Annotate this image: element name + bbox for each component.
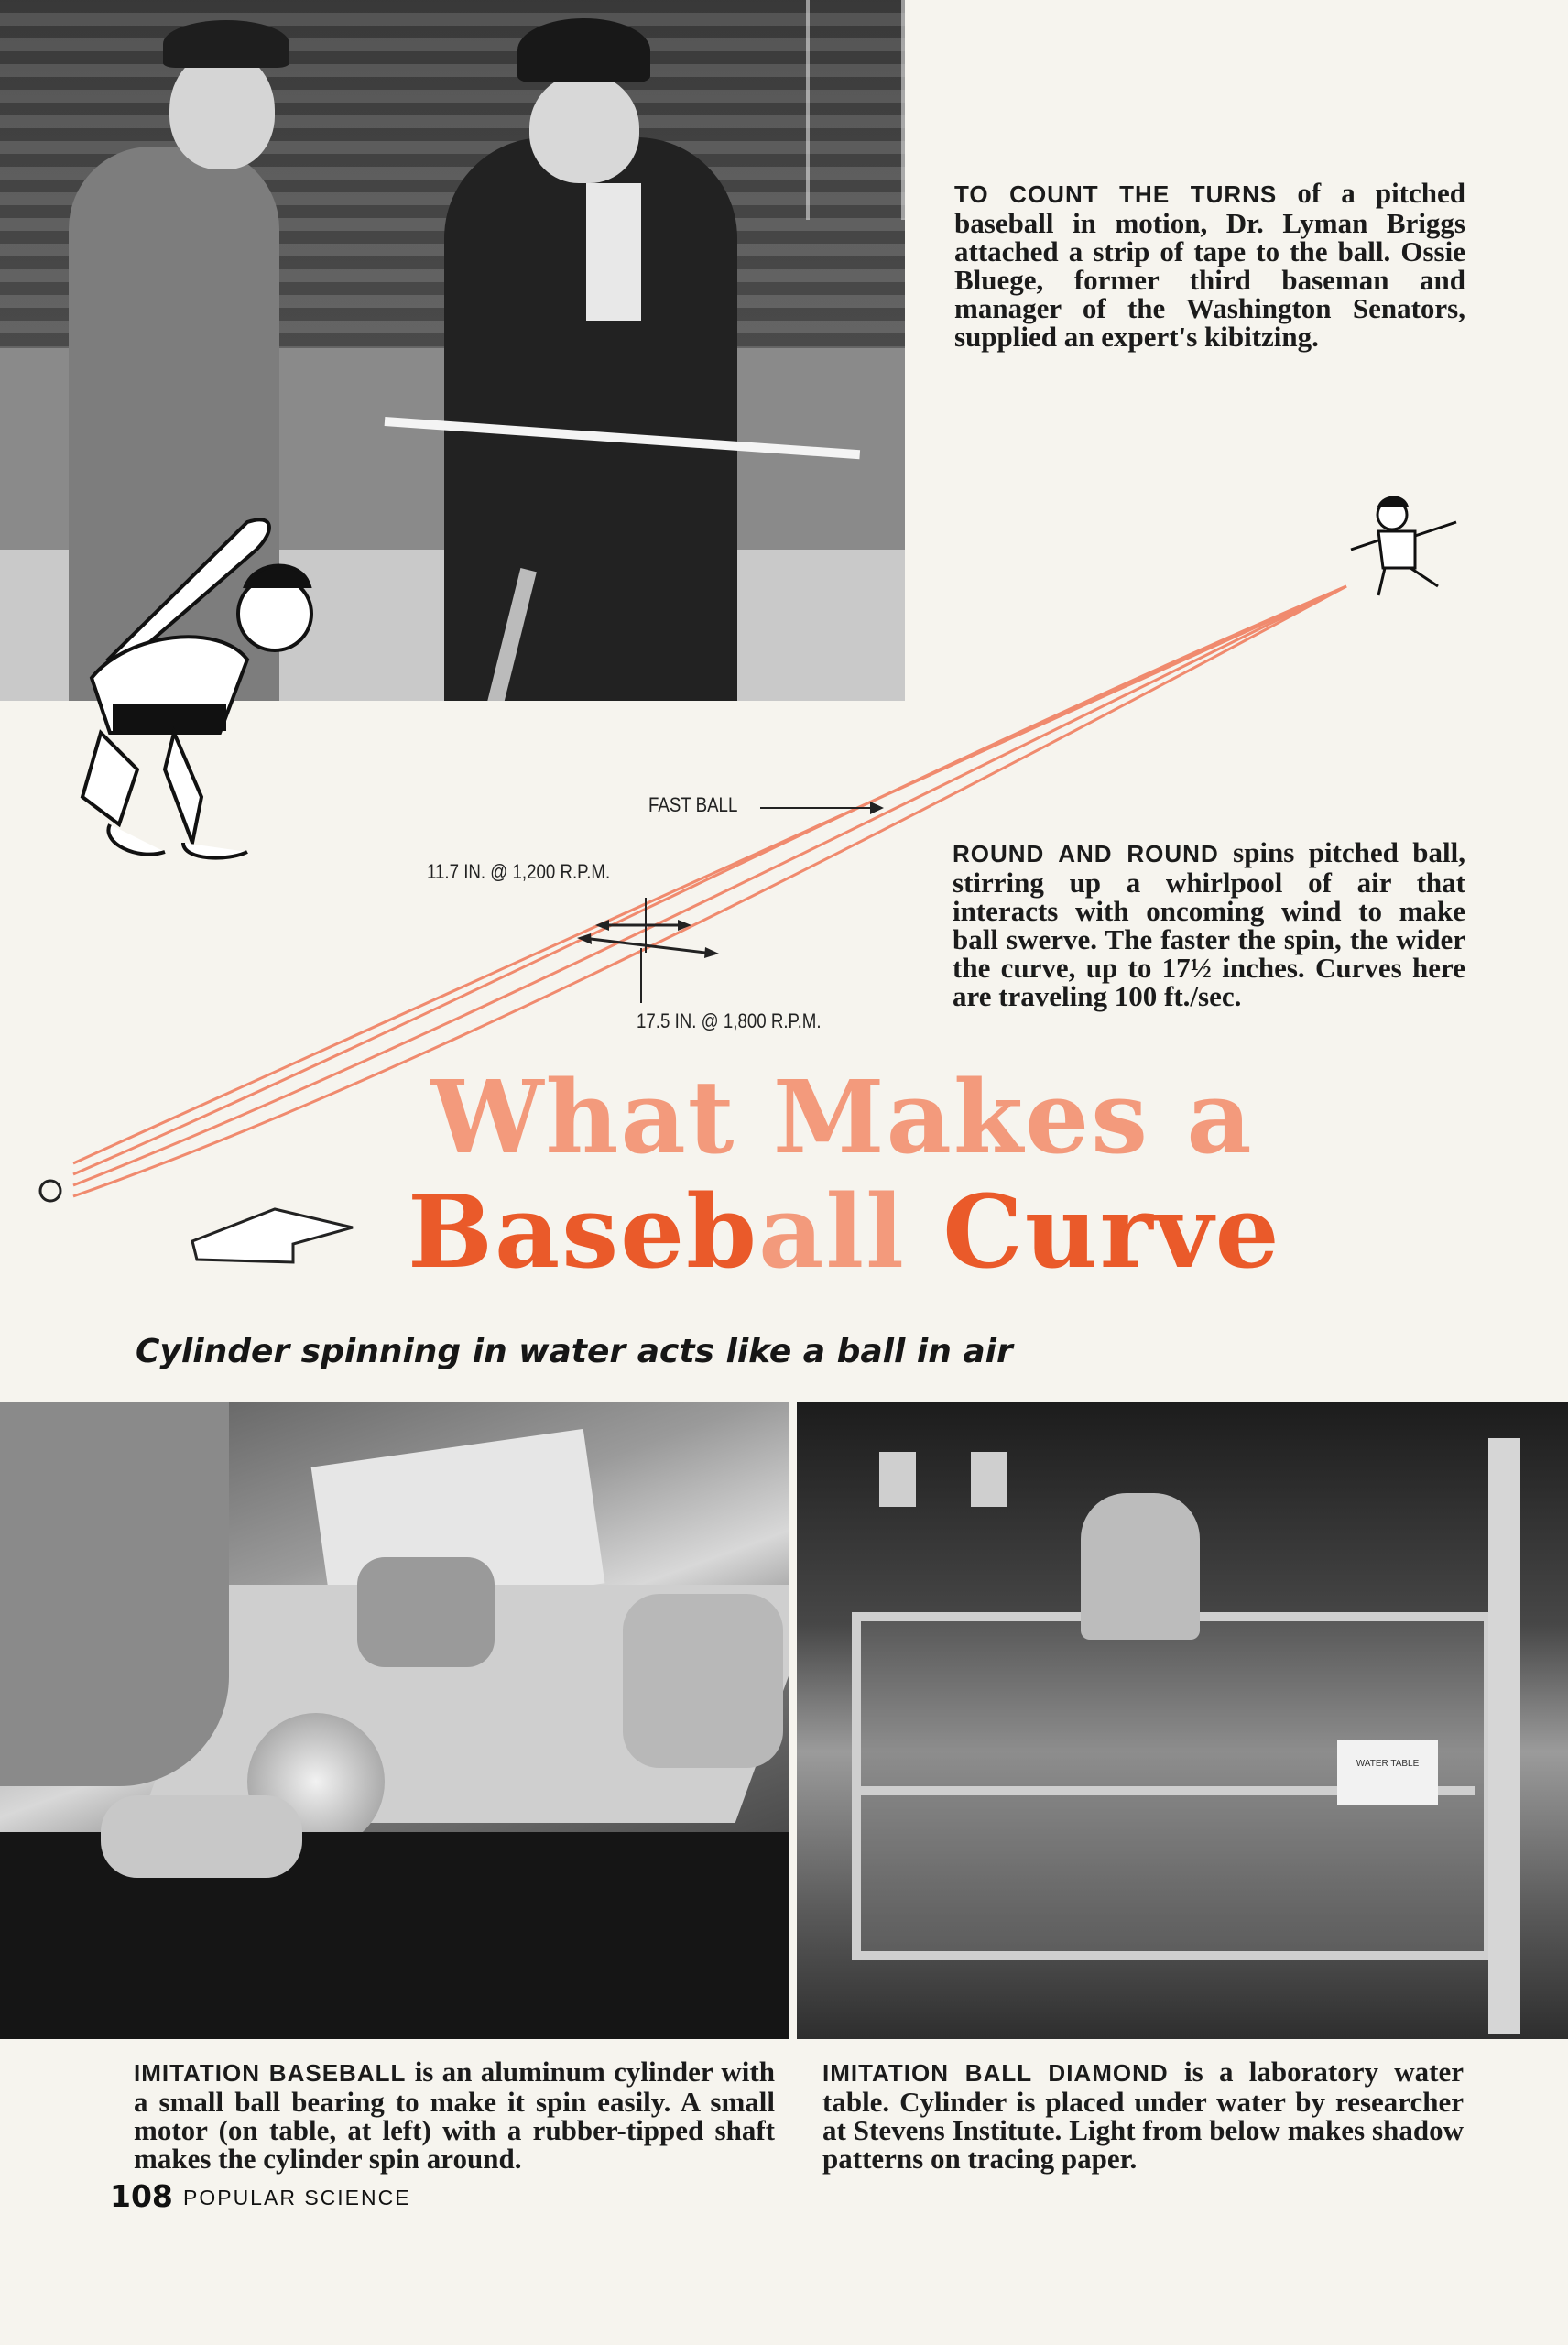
headline-line-1: What Makes a [430, 1058, 1254, 1176]
caption-count-the-turns [954, 179, 1465, 351]
caption-body: of a pitched baseball in motion, Dr. Lyman Briggs attached a strip of tape to the ball. Ossie Bluege, former third baseman and manager of the Washington Senators, supplied an expert's kibitzing. [954, 177, 1466, 353]
headline-word-baseball-start: Baseb [408, 1172, 759, 1291]
caption-round-and-round [953, 838, 1465, 1010]
headline-word-baseball-end: all [758, 1172, 906, 1291]
label-curve-1200rpm: 11.7 IN. @ 1,200 R.P.M. [427, 860, 611, 883]
page-number: 108 [110, 2178, 173, 2214]
headline-line-2 [408, 1172, 1281, 1291]
caption-imitation-ball-diamond [822, 2057, 1464, 2173]
batter-cartoon [82, 519, 311, 857]
caption-body: is an aluminum cylinder with a small ball bearing to make it spin easily. A small motor (on table, at left) with a rubber-tipped shaft makes the cylinder spin around. [134, 2056, 775, 2175]
caption-imitation-baseball [134, 2057, 775, 2173]
caption-body: spins pitched ball, stirring up a whirlpool of air that interacts with oncoming wind to make ball swerve. The faster the spin, the wider the curve, up to 17½ inches. Curves here are traveling 100 ft./sec. [953, 836, 1465, 1012]
photo-water-table [797, 1402, 1568, 2039]
label-fast-ball: FAST BALL [648, 793, 738, 816]
water-table-sign: WATER TABLE [1356, 1759, 1420, 1769]
home-plate [192, 1209, 353, 1262]
fast-ball-arrow [870, 802, 884, 814]
magazine-name: POPULAR SCIENCE [183, 2186, 411, 2209]
subtitle: Cylinder spinning in water acts like a ball in air [136, 1333, 1013, 1370]
pitcher-cartoon [1351, 497, 1456, 595]
headline-word-curve: Curve [942, 1172, 1281, 1291]
baseball-mark [40, 1181, 60, 1201]
caption-lead: TO COUNT THE TURNS [954, 180, 1278, 208]
caption-lead: ROUND AND ROUND [953, 840, 1219, 867]
caption-lead: IMITATION BASEBALL [134, 2059, 407, 2087]
photo-imitation-baseball [0, 1402, 789, 2039]
label-curve-1800rpm: 17.5 IN. @ 1,800 R.P.M. [637, 1009, 822, 1032]
caption-lead: IMITATION BALL DIAMOND [822, 2059, 1169, 2087]
caption-body: is a laboratory water table. Cylinder is placed under water by researcher at Stevens Institute. Light from below makes shadow patterns on tracing paper. [822, 2056, 1464, 2175]
